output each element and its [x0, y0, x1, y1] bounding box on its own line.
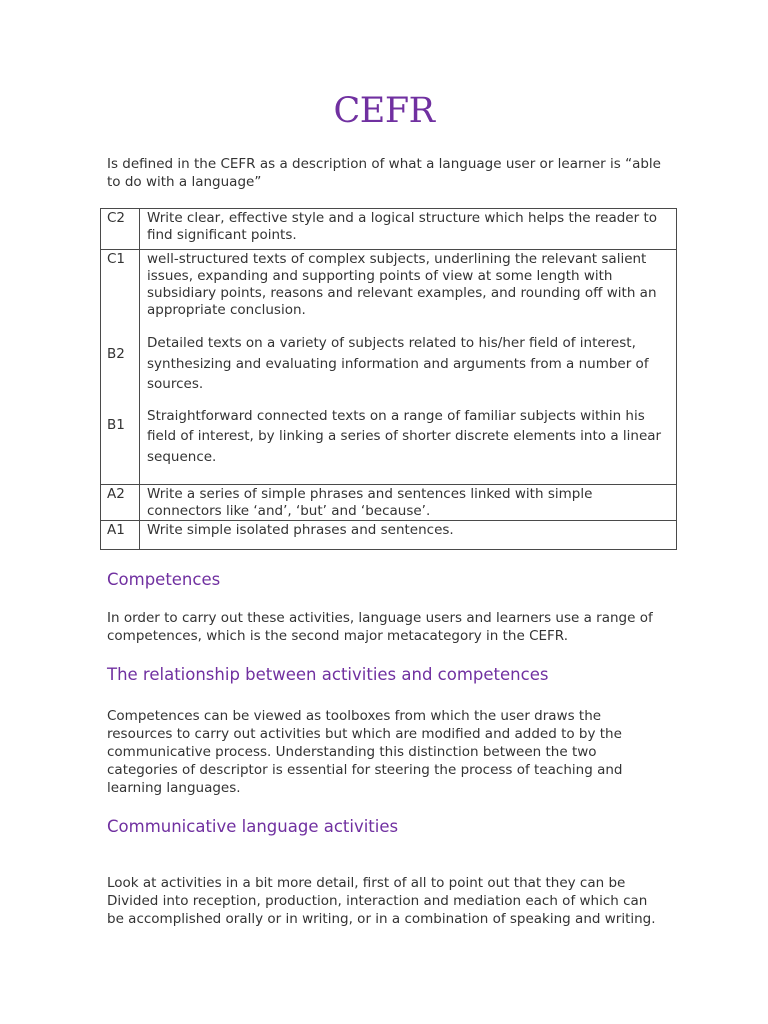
level-label: A1	[107, 522, 125, 538]
description-cell	[140, 209, 677, 250]
competences-heading: Competences	[107, 570, 221, 589]
level-cell	[101, 485, 140, 521]
level-description: Write a series of simple phrases and sentences linked with simple connectors like ‘and’, ‘but’ and ‘because’.	[147, 486, 593, 519]
level-description: Write simple isolated phrases and sentences.	[147, 522, 454, 538]
level-label: C2	[107, 210, 126, 226]
level-description: Detailed texts on a variety of subjects related to his/her field of interest, synthesizing and evaluating information and arguments from a number of sources.	[147, 335, 649, 392]
relationship-paragraph: Competences can be viewed as toolboxes from which the user draws the resources to carry out activities but which are modified and added to by the communicative process. Understanding this distinction between the two categories of descriptor is essential for steering the process of teaching and learning languages.	[107, 708, 623, 796]
level-label: C1	[107, 251, 126, 267]
level-description: Straightforward connected texts on a range of familiar subjects within his field of interest, by linking a series of shorter discrete elements into a linear sequence.	[147, 407, 662, 465]
table-row	[101, 521, 677, 550]
intro-paragraph: Is defined in the CEFR as a description of what a language user or learner is “able to do with a language”	[107, 156, 661, 190]
level-label: B1	[107, 417, 125, 433]
relationship-heading: The relationship between activities and competences	[107, 665, 549, 684]
table-row	[101, 209, 677, 250]
table-row	[101, 250, 677, 485]
description-cell	[140, 250, 677, 485]
level-description: Write clear, effective style and a logical structure which helps the reader to find significant points.	[147, 210, 657, 243]
table-row	[101, 485, 677, 521]
level-label: B2	[107, 346, 125, 362]
competences-paragraph: In order to carry out these activities, language users and learners use a range of competences, which is the second major metacategory in the CEFR.	[107, 610, 653, 644]
level-label: A2	[107, 486, 125, 502]
level-description: well-structured texts of complex subjects, underlining the relevant salient issues, expanding and supporting points of view at some length with subsidiary points, reasons and relevant examples, and rounding off with an appropriate conclusion.	[147, 251, 657, 318]
communicative-paragraph: Look at activities in a bit more detail, first of all to point out that they can be Divided into reception, production, interaction and mediation each of which can be accomplished orally or in writing, or in a combination of speaking and writing.	[107, 875, 656, 927]
page-title: CEFR	[333, 91, 435, 131]
level-cell	[101, 250, 140, 485]
cefr-levels-table	[100, 208, 677, 550]
description-cell	[140, 521, 677, 550]
level-cell	[101, 209, 140, 250]
description-cell	[140, 485, 677, 521]
level-cell	[101, 521, 140, 550]
communicative-heading: Communicative language activities	[107, 817, 399, 836]
